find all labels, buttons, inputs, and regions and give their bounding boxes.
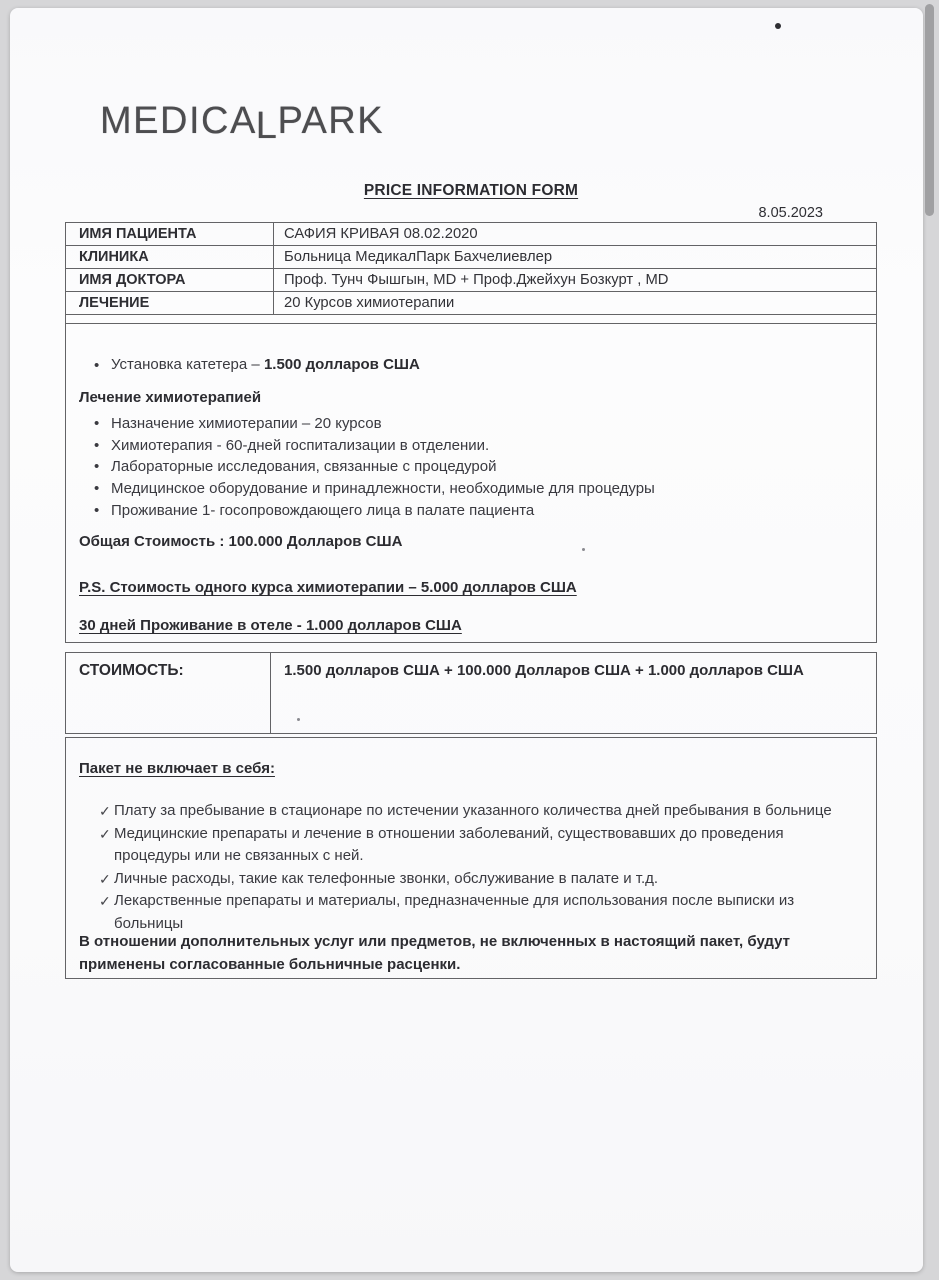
hotel-line: 30 дней Проживание в отеле - 1.000 долларов США [79, 617, 462, 634]
chemo-item: • Медицинское оборудование и принадлежности, необходимые для процедуры [94, 478, 864, 500]
checkmark-icon: ✓ [99, 870, 111, 887]
speck-artifact [582, 548, 585, 551]
table-row-treatment [66, 292, 876, 315]
chemo-item: • Химиотерапия - 60-дней госпитализации в отделении. [94, 435, 864, 457]
patient-info-table [65, 222, 877, 328]
bullet-icon: • [94, 415, 100, 432]
row-label: ЛЕЧЕНИЕ [66, 292, 274, 314]
row-value: Больница МедикалПарк Бахчелиевлер [284, 249, 553, 265]
speck-artifact [297, 718, 300, 721]
bullet-icon: • [94, 501, 100, 519]
ink-dot-artifact [775, 23, 781, 29]
catheter-price: 1.500 долларов США [263, 356, 420, 373]
checkmark-icon: ✓ [99, 825, 111, 842]
chemo-heading: Лечение химиотерапией [79, 389, 262, 406]
logo-text-left: MEDICA [100, 100, 257, 142]
form-date: 8.05.2023 [758, 205, 823, 221]
exclusion-item: ✓ Личные расходы, такие как телефонные звонки, обслуживание в палате и т.д. [99, 868, 847, 891]
chemo-list [94, 413, 864, 522]
cost-value: 1.500 долларов США + 100.000 Долларов США + 1.000 долларов США [284, 662, 804, 679]
row-label: КЛИНИКА [66, 246, 274, 268]
cost-summary-table [65, 652, 877, 734]
row-value: 20 Курсов химиотерапии [284, 295, 455, 311]
exclusions-footer: В отношении дополнительных услуг или предметов, не включенных в настоящий пакет, будут применены согласованные больничные расценки. [79, 933, 790, 973]
chemo-item: • Лабораторные исследования, связанные с процедурой [94, 456, 864, 478]
catheter-item [94, 355, 420, 377]
table-row-patient-name [66, 223, 876, 246]
chemo-item: • Проживание 1- госопровождающего лица в палате пациента [94, 500, 864, 522]
bullet-icon: • [94, 480, 100, 498]
chemo-item: • Назначение химиотерапии – 20 курсов [94, 413, 864, 435]
catheter-text: Установка катетера – [111, 356, 264, 373]
exclusion-item: ✓ Медицинские препараты и лечение в отношении заболеваний, существовавших до проведения процедуры или не связанных с ней. [99, 823, 847, 868]
form-title: PRICE INFORMATION FORM [363, 182, 579, 199]
bullet-icon: • [94, 458, 100, 476]
bullet-icon: • [94, 436, 100, 454]
row-label: ИМЯ ДОКТОРА [66, 269, 274, 291]
row-value: САФИЯ КРИВАЯ 08.02.2020 [284, 226, 478, 242]
checkmark-icon: ✓ [99, 803, 111, 819]
exclusions-heading: Пакет не включает в себя: [79, 760, 275, 777]
scanned-document-page [10, 8, 923, 1272]
exclusions-box [65, 737, 877, 979]
logo-text-right: PARK [277, 100, 385, 142]
exclusions-list [99, 800, 847, 935]
exclusion-item: ✓ Лекарственные препараты и материалы, предназначенные для использования после выписки из больницы [99, 890, 847, 935]
bullet-icon: • [94, 357, 100, 374]
row-label: ИМЯ ПАЦИЕНТА [66, 223, 274, 245]
exclusion-item: ✓ Плату за пребывание в стационаре по истечении указанного количества дней пребывания в больнице [99, 800, 847, 823]
table-row-doctor-name [66, 269, 876, 292]
total-cost-line: Общая Стоимость : 100.000 Долларов США [79, 533, 403, 550]
cost-label: СТОИМОСТЬ: [66, 653, 271, 733]
checkmark-icon: ✓ [99, 893, 111, 909]
medicalpark-logo [100, 100, 385, 147]
ps-line: P.S. Стоимость одного курса химиотерапии – 5.000 долларов США [79, 579, 577, 596]
row-value: Проф. Тунч Фышгын, MD + Проф.Джейхун Бозкурт , MD [284, 272, 669, 288]
table-row-clinic [66, 246, 876, 269]
logo-text-drop-l: L [255, 105, 279, 147]
price-details-box [65, 323, 877, 643]
scrollbar-thumb[interactable] [925, 4, 934, 216]
